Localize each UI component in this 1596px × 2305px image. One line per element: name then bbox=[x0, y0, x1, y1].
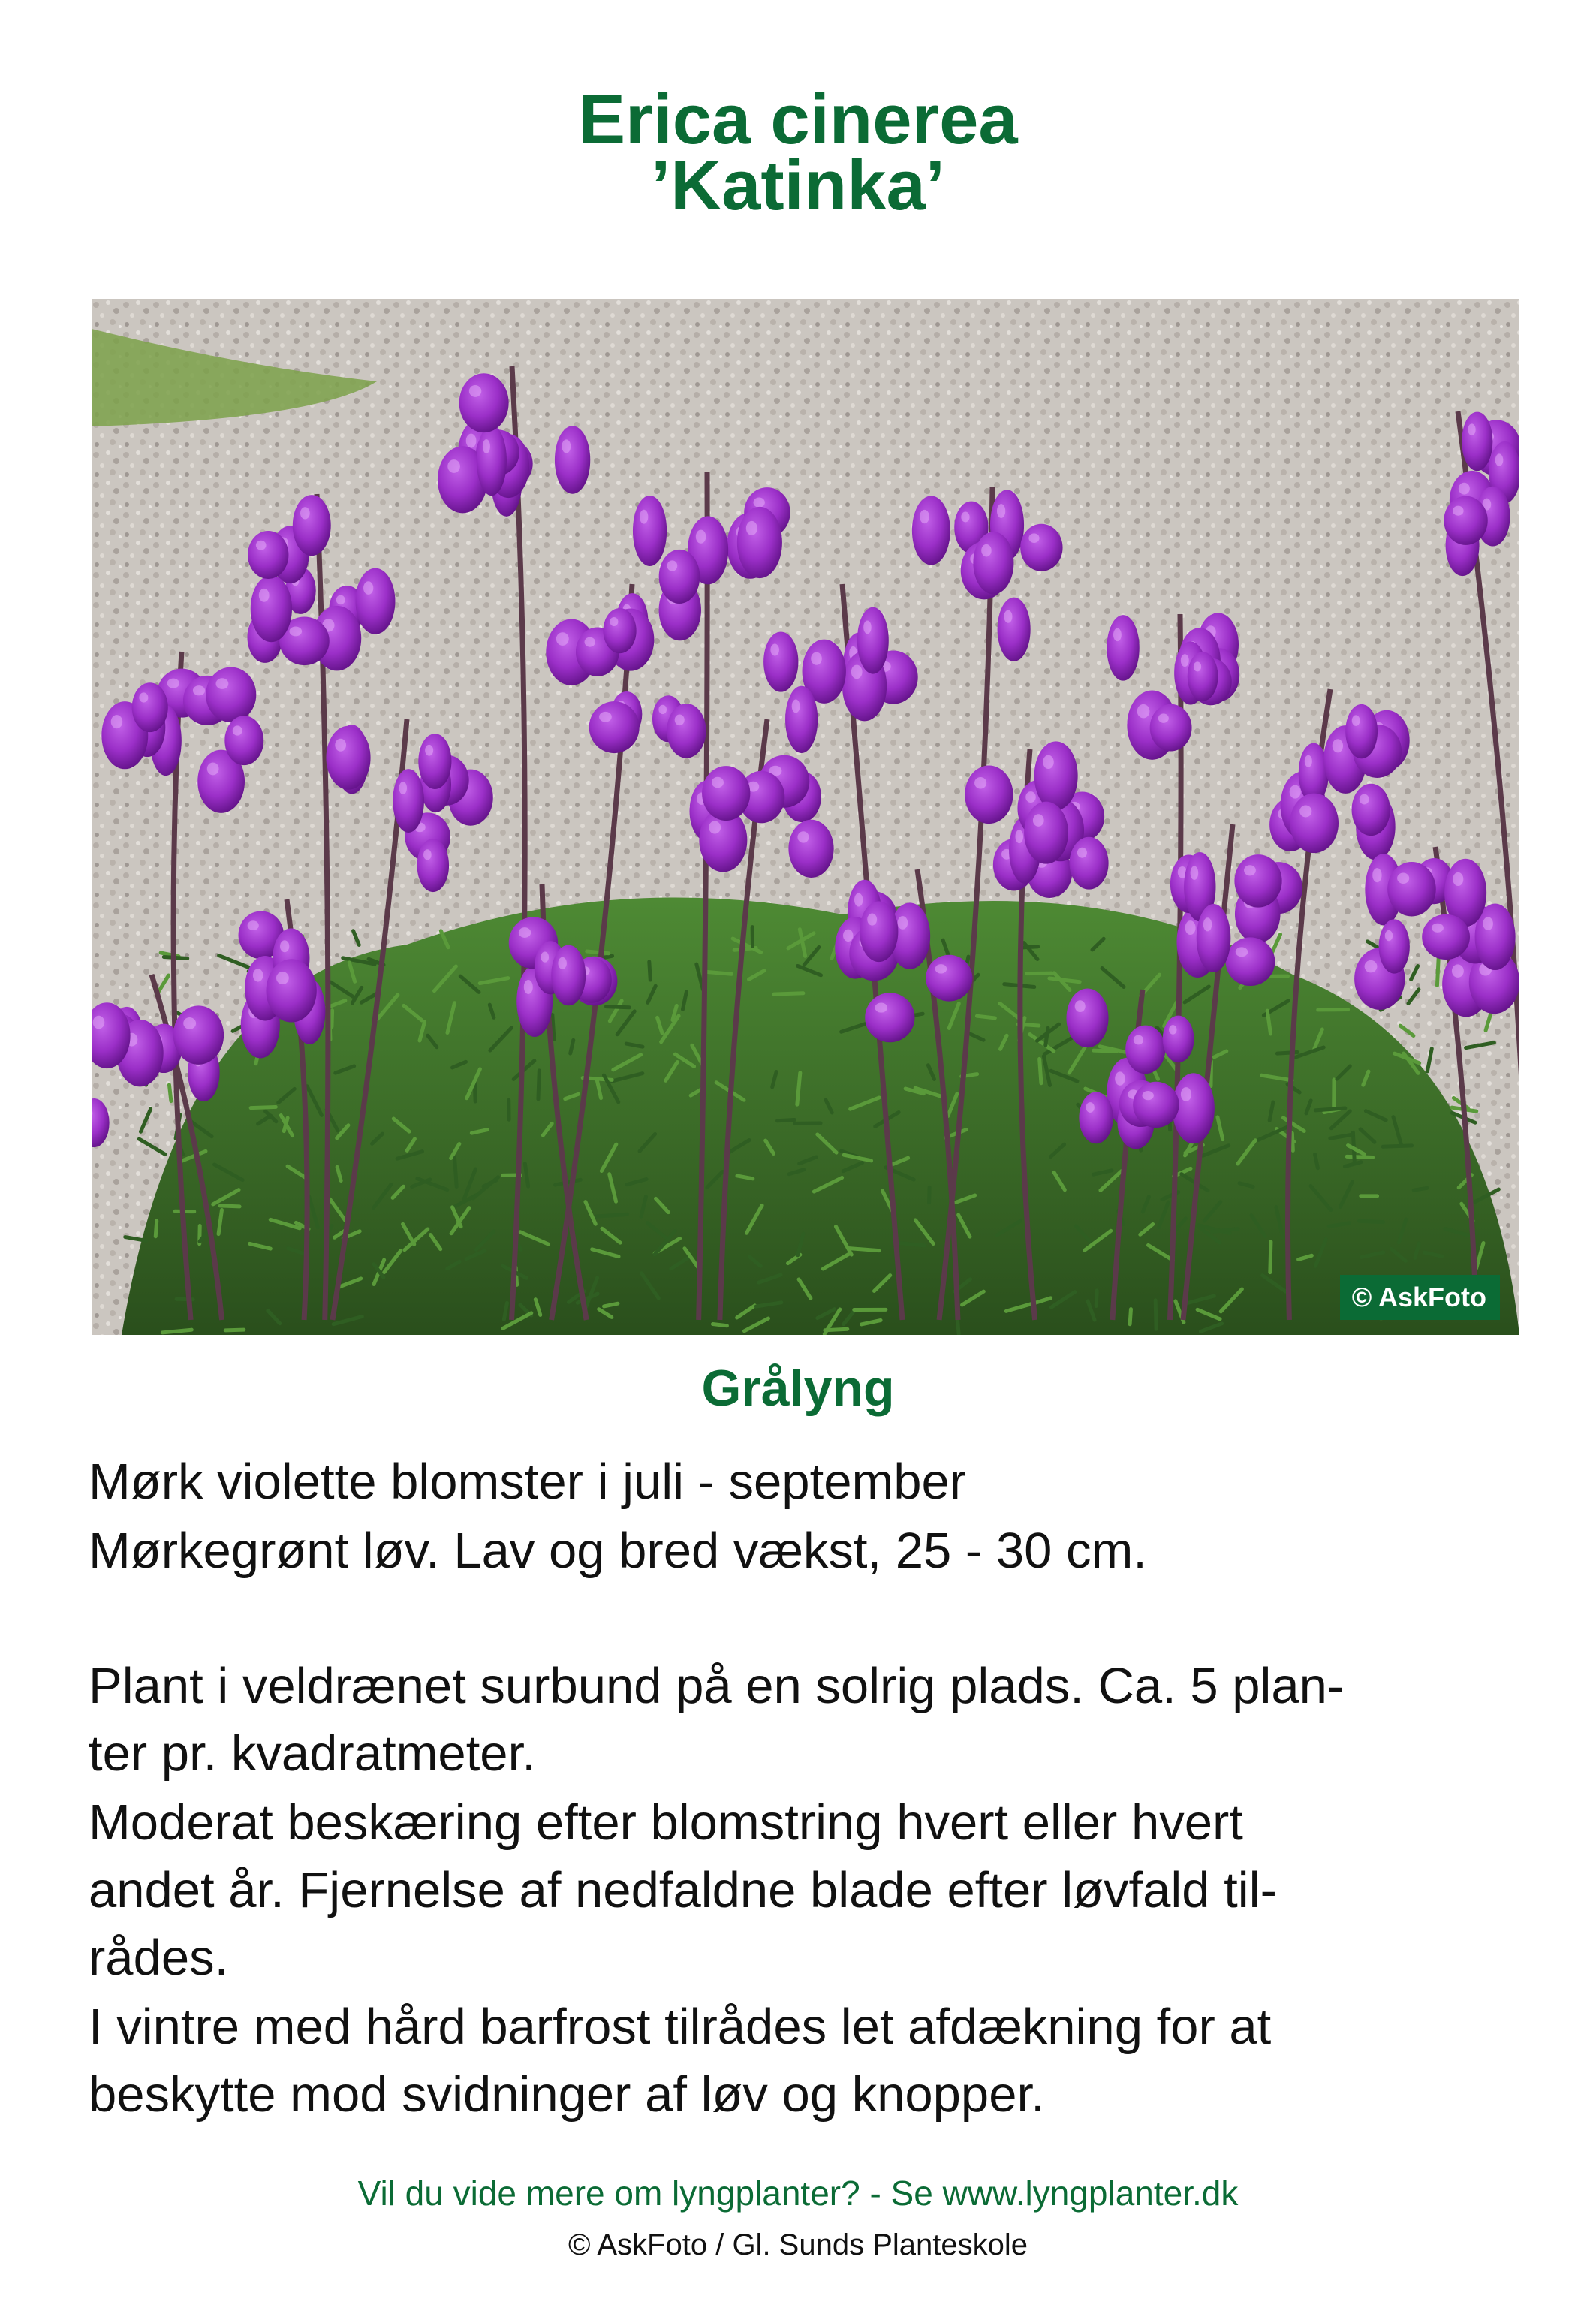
care-line: ter pr. kvadratmeter. bbox=[89, 1725, 536, 1782]
care-line: beskytte mod svidninger af løv og knopper. bbox=[89, 2066, 1045, 2123]
common-name-heading: Grålyng bbox=[701, 1360, 895, 1417]
care-line: Moderat beskæring efter blomstring hvert eller hvert bbox=[89, 1794, 1243, 1851]
photo-credit-badge: © AskFoto bbox=[1340, 1275, 1500, 1320]
care-line: rådes. bbox=[89, 1930, 229, 1986]
description-line: Mørkegrønt løv. Lav og bred vækst, 25 - 30 cm. bbox=[89, 1523, 1147, 1579]
care-line: andet år. Fjernelse af nedfaldne blade efter løvfald til- bbox=[89, 1862, 1277, 1918]
footer-copyright: © AskFoto / Gl. Sunds Planteskole bbox=[568, 2228, 1028, 2261]
care-line: I vintre med hård barfrost tilrådes let afdækning for at bbox=[89, 1999, 1272, 2055]
care-line: Plant i veldrænet surbund på en solrig plads. Ca. 5 plan- bbox=[89, 1658, 1345, 1714]
page-title-line-2: ’Katinka’ bbox=[651, 146, 945, 224]
footer-website-link[interactable]: Vil du vide mere om lyngplanter? - Se www.lyngplanter.dk bbox=[357, 2174, 1239, 2213]
heather-plant-photo-icon bbox=[92, 299, 1519, 1335]
plant-photo bbox=[92, 299, 1519, 1335]
description-line: Mørk violette blomster i juli - september bbox=[89, 1454, 967, 1510]
page-title-line-1: Erica cinerea bbox=[578, 80, 1018, 158]
